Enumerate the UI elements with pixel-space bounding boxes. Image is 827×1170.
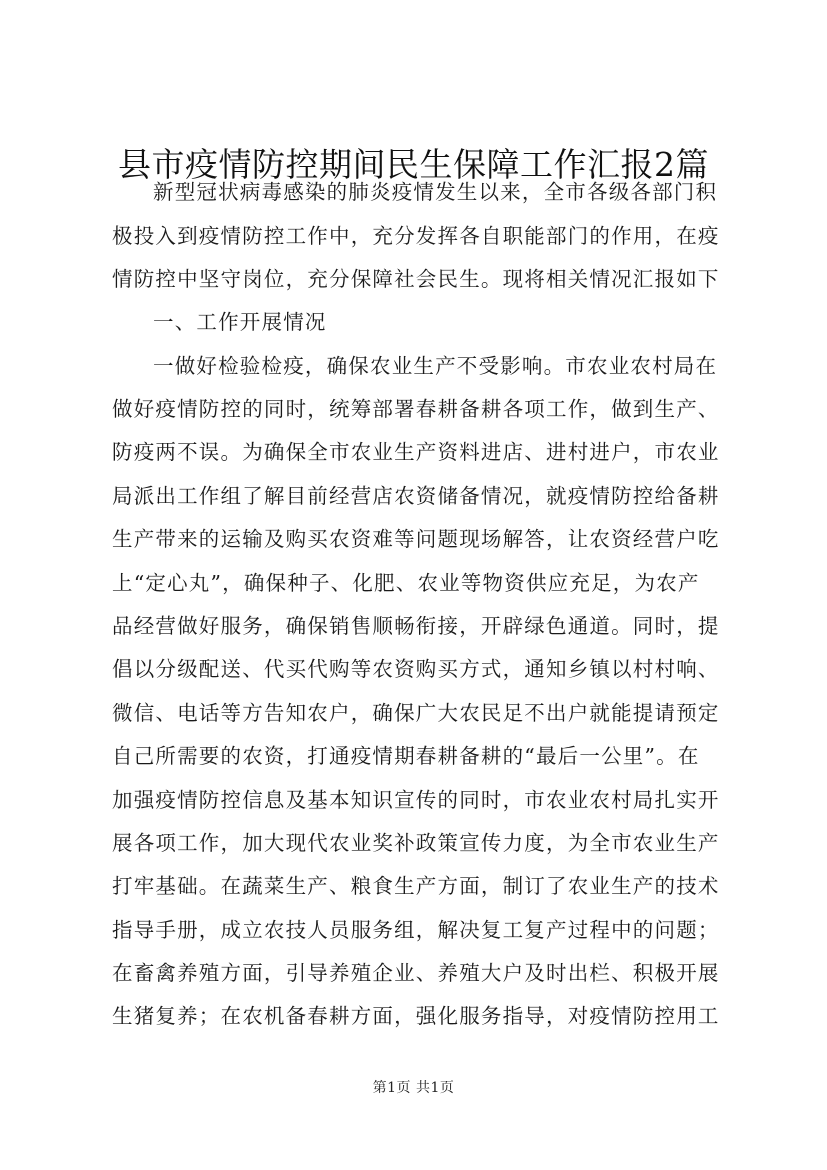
- paragraph-line: 新型冠状病毒感染的肺炎疫情发生以来，全市各级各部门积: [153, 180, 718, 204]
- paragraph-line: 打牢基础。在蔬菜生产、粮食生产方面，制订了农业生产的技术: [112, 874, 720, 898]
- paragraph-line: 指导手册，成立农技人员服务组，解决复工复产过程中的问题；: [112, 918, 720, 942]
- paragraph-line: 加强疫情防控信息及基本知识宣传的同时，市农业农村局扎实开: [112, 788, 720, 812]
- paragraph-line: 倡以分级配送、代买代购等农资购买方式，通知乡镇以村村响、: [112, 657, 720, 681]
- page-footer: 第1页 共1页: [372, 1080, 455, 1096]
- paragraph-line: 生产带来的运输及购买农资难等问题现场解答，让农资经营户吃: [112, 527, 720, 551]
- paragraph-line: 情防控中坚守岗位，充分保障社会民生。现将相关情况汇报如下: [112, 267, 720, 291]
- paragraph-line: 一做好检验检疫，确保农业生产不受影响。市农业农村局在: [153, 354, 718, 378]
- paragraph-line: 品经营做好服务，确保销售顺畅衔接，开辟绿色通道。同时，提: [112, 614, 720, 638]
- paragraph-line: 在畜禽养殖方面，引导养殖企业、养殖大户及时出栏、积极开展: [112, 961, 720, 985]
- paragraph-line: 展各项工作，加大现代农业奖补政策宣传力度，为全市农业生产: [112, 831, 720, 855]
- paragraph-line: 自己所需要的农资，打通疫情期春耕备耕的“最后一公里”。在: [112, 744, 700, 768]
- paragraph-line: 防疫两不误。为确保全市农业生产资料进店、进村进户，市农业: [112, 440, 720, 464]
- section-heading: 一、工作开展情况: [153, 310, 327, 334]
- paragraph-line: 微信、电话等方告知农户，确保广大农民足不出户就能提请预定: [112, 701, 720, 725]
- paragraph-line: 极投入到疫情防控工作中，充分发挥各自职能部门的作用，在疫: [112, 224, 720, 248]
- paragraph-line: 做好疫情防控的同时，统筹部署春耕备耕各项工作，做到生产、: [112, 397, 720, 421]
- document-title: 县市疫情防控期间民生保障工作汇报2篇: [118, 145, 709, 184]
- paragraph-line: 局派出工作组了解目前经营店农资储备情况，就疫情防控给备耕: [112, 484, 720, 508]
- paragraph-line: 上“定心丸”，确保种子、化肥、农业等物资供应充足，为农产: [112, 571, 700, 595]
- paragraph-line: 生猪复养；在农机备春耕方面，强化服务指导，对疫情防控用工: [112, 1004, 720, 1028]
